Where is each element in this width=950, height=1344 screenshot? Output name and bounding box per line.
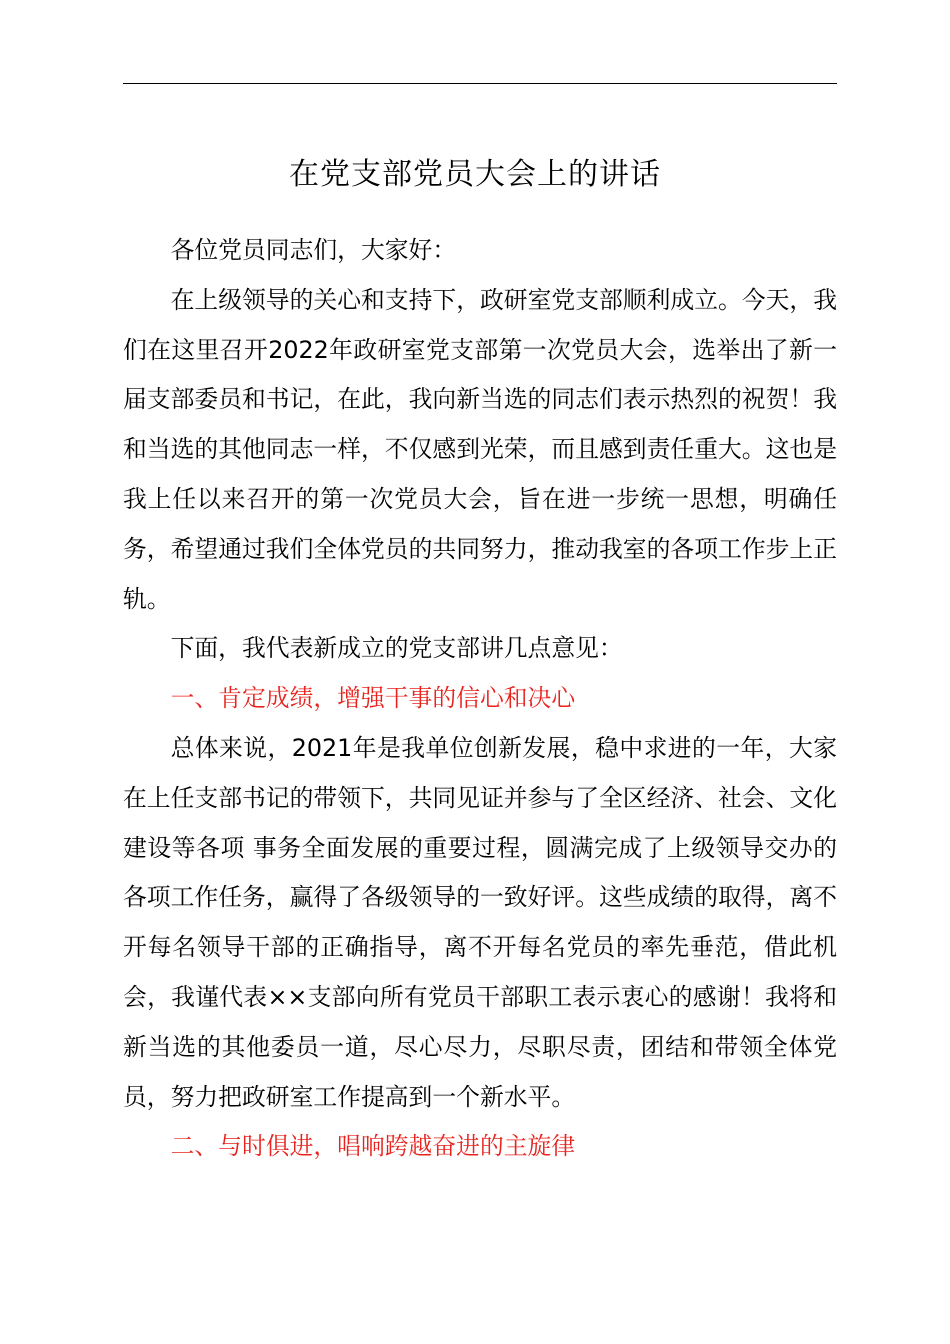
section-1-paragraph: 总体来说，2021年是我单位创新发展，稳中求进的一年，大家在上任支部书记的带领下，共同见证并参与了全区经济、社会、文化建设等各项 事务全面发展的重要过程，圆满完成了上级领导交办的各项工作任务，赢得了各级领导的一致好评。这些成绩的取得，离不开每名领导干部的正确指导，离不开每名党员的率先垂范，借此机会，我谨代表××支部向所有党员干部职工表示衷心的感谢！我将和新当选的其他委员一道，尽心尽力，尽职尽责，团结和带领全体党员，努力把政研室工作提高到一个新水平。: [123, 733, 837, 1111]
document-body: [123, 226, 837, 1172]
document-title: 在党支部党员大会上的讲话: [289, 157, 661, 192]
opening-paragraph: 在上级领导的关心和支持下，政研室党支部顺利成立。今天，我们在这里召开2022年政研室党支部第一次党员大会，选举出了新一届支部委员和书记，在此，我向新当选的同志们表示热烈的祝贺！我和当选的其他同志一样，不仅感到光荣，而且感到责任重大。这也是我上任以来召开的第一次党员大会，旨在进一步统一思想，明确任务，希望通过我们全体党员的共同努力，推动我室的各项工作步上正轨。: [123, 285, 837, 613]
section-heading-1: 一、肯定成绩，增强干事的信心和决心: [170, 684, 576, 713]
intro-paragraph: 下面，我代表新成立的党支部讲几点意见：: [170, 634, 623, 663]
section-heading-2: 二、与时俱进，唱响跨越奋进的主旋律: [170, 1132, 576, 1161]
greeting-paragraph: 各位党员同志们，大家好：: [170, 236, 457, 264]
header-rule: [123, 83, 837, 84]
